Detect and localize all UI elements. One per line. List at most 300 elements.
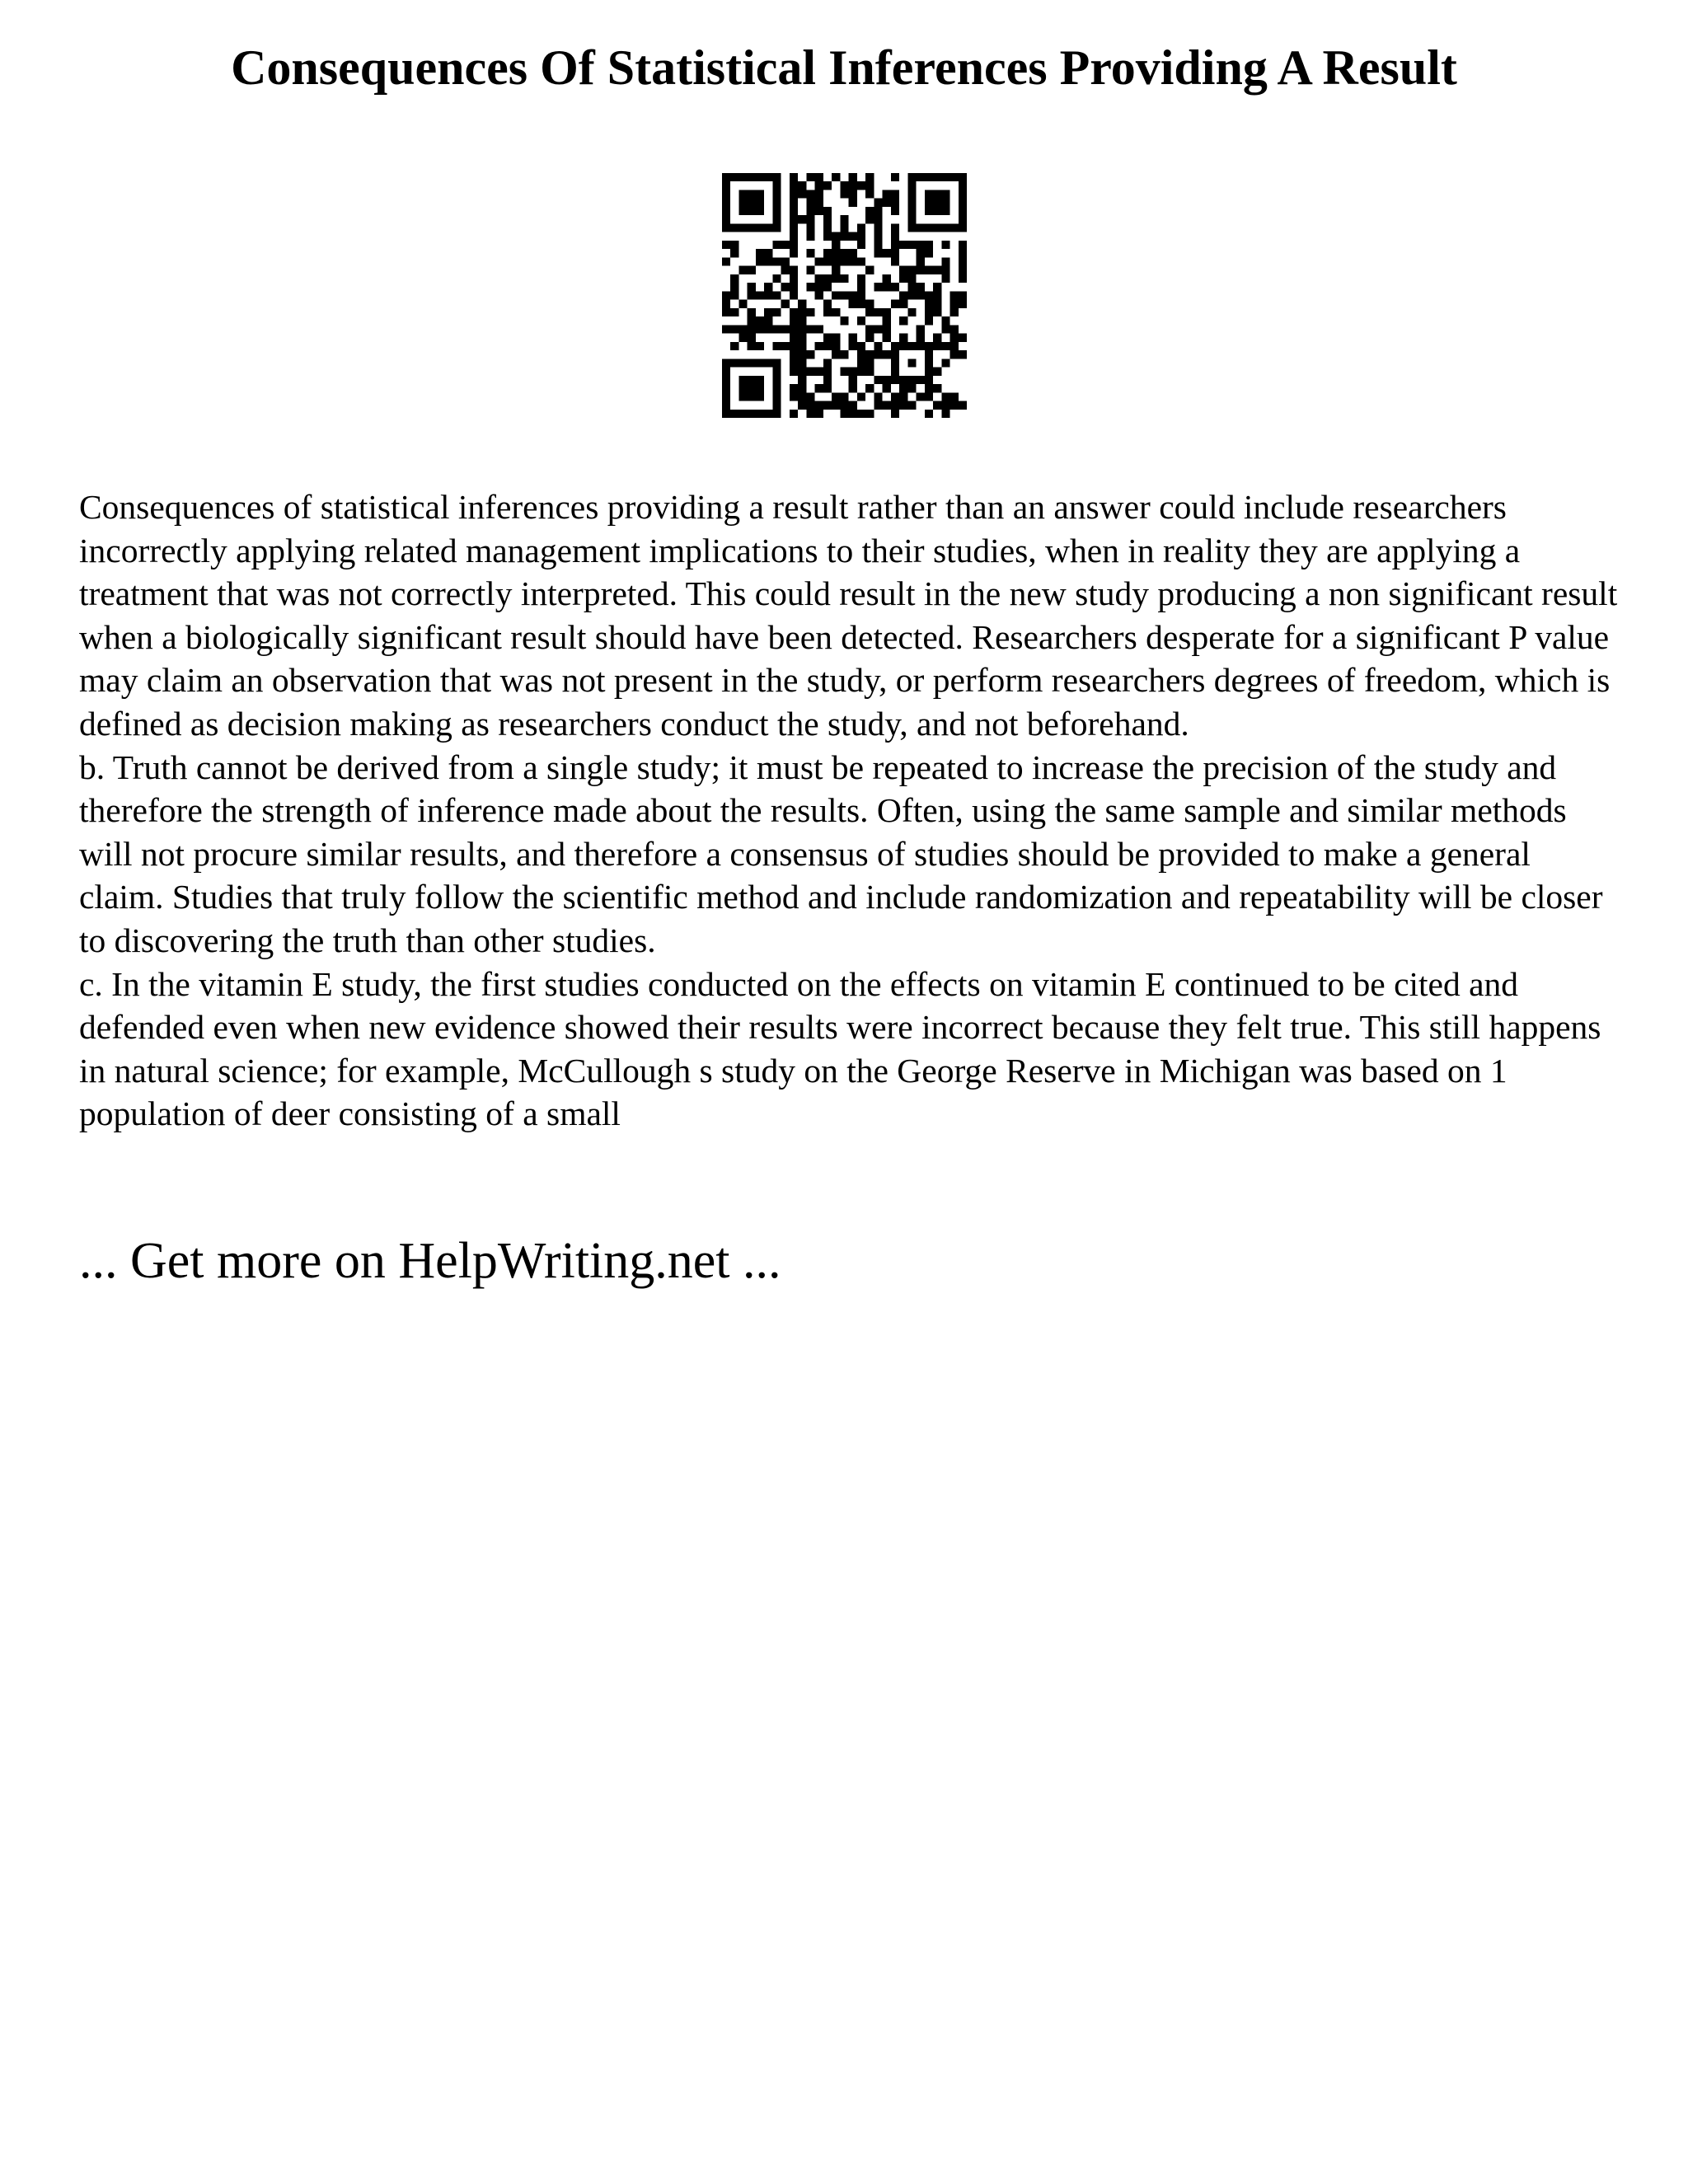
qr-module (857, 241, 865, 249)
qr-module (917, 223, 925, 232)
qr-module (899, 266, 907, 274)
qr-module (748, 334, 756, 342)
qr-module (815, 257, 823, 265)
qr-module (857, 300, 865, 308)
qr-module (933, 190, 941, 198)
qr-module (950, 173, 959, 181)
qr-module (781, 266, 790, 274)
qr-module (959, 181, 967, 190)
qr-module (883, 190, 891, 198)
qr-module (874, 325, 882, 333)
qr-module (933, 368, 941, 376)
qr-module (738, 376, 747, 384)
qr-module (722, 308, 730, 316)
qr-module (865, 190, 874, 198)
qr-module (806, 401, 814, 410)
qr-module (756, 359, 764, 367)
qr-module (738, 190, 747, 198)
qr-module (874, 350, 882, 359)
qr-module (748, 266, 756, 274)
qr-module (832, 342, 840, 350)
qr-module (874, 392, 882, 401)
qr-module (857, 291, 865, 299)
qr-module (865, 181, 874, 190)
qr-module (883, 401, 891, 410)
qr-module (899, 241, 907, 249)
qr-module (798, 368, 806, 376)
qr-module (798, 392, 806, 401)
qr-module (823, 359, 832, 367)
qr-module (790, 359, 798, 367)
qr-module (738, 334, 747, 342)
qr-module (790, 325, 798, 333)
qr-module (925, 410, 933, 418)
qr-module (840, 181, 848, 190)
qr-module (959, 334, 967, 342)
qr-module (899, 334, 907, 342)
qr-module (865, 359, 874, 367)
qr-module (722, 199, 730, 207)
qr-module (950, 342, 959, 350)
qr-module (899, 274, 907, 283)
qr-module (857, 316, 865, 325)
qr-module (933, 266, 941, 274)
qr-module (772, 223, 781, 232)
qr-module (917, 249, 925, 257)
qr-module (806, 232, 814, 241)
qr-module (857, 368, 865, 376)
qr-module (823, 274, 832, 283)
qr-module (891, 350, 899, 359)
qr-module (925, 384, 933, 392)
qr-module (730, 308, 738, 316)
qr-module (806, 199, 814, 207)
qr-module (874, 401, 882, 410)
qr-module (806, 410, 814, 418)
qr-module (849, 232, 857, 241)
qr-module (874, 223, 882, 232)
qr-module (832, 308, 840, 316)
qr-module (722, 401, 730, 410)
qr-module (730, 325, 738, 333)
qr-module (730, 173, 738, 181)
qr-module (883, 283, 891, 291)
qr-module (790, 334, 798, 342)
qr-module (959, 199, 967, 207)
qr-module (925, 173, 933, 181)
qr-module (781, 300, 790, 308)
qr-module (790, 241, 798, 249)
qr-module (917, 376, 925, 384)
qr-module (815, 342, 823, 350)
qr-module (790, 283, 798, 291)
qr-module (764, 283, 772, 291)
qr-module (941, 207, 950, 215)
qr-module (865, 308, 874, 316)
qr-module (722, 376, 730, 384)
qr-module (772, 241, 781, 249)
qr-module (941, 342, 950, 350)
qr-module (874, 241, 882, 249)
qr-module (772, 173, 781, 181)
qr-module (748, 223, 756, 232)
qr-module (933, 300, 941, 308)
qr-module (823, 223, 832, 232)
qr-module (790, 223, 798, 232)
qr-module (891, 283, 899, 291)
qr-module (849, 410, 857, 418)
qr-module (849, 384, 857, 392)
qr-module (883, 316, 891, 325)
qr-module (907, 223, 916, 232)
qr-module (772, 308, 781, 316)
qr-module (917, 241, 925, 249)
qr-module (832, 392, 840, 401)
qr-module (874, 283, 882, 291)
qr-module (823, 342, 832, 350)
qr-module (832, 173, 840, 181)
qr-module (790, 199, 798, 207)
qr-module (756, 376, 764, 384)
qr-module (798, 325, 806, 333)
qr-module (865, 368, 874, 376)
qr-module (772, 392, 781, 401)
qr-module (790, 316, 798, 325)
qr-module (883, 376, 891, 384)
qr-module (865, 266, 874, 274)
qr-module (738, 359, 747, 367)
qr-module (790, 274, 798, 283)
qr-module (798, 384, 806, 392)
qr-module (925, 207, 933, 215)
qr-module (722, 410, 730, 418)
qr-module (815, 181, 823, 190)
qr-module (815, 410, 823, 418)
qr-module (917, 266, 925, 274)
qr-code-icon (722, 173, 967, 418)
qr-module (933, 342, 941, 350)
qr-module (823, 232, 832, 241)
qr-module (891, 232, 899, 241)
qr-module (950, 291, 959, 299)
qr-module (925, 199, 933, 207)
qr-module (823, 384, 832, 392)
qr-module (907, 274, 916, 283)
qr-module (925, 223, 933, 232)
qr-module (815, 325, 823, 333)
qr-module (891, 249, 899, 257)
qr-module (738, 410, 747, 418)
qr-module (781, 257, 790, 265)
qr-module (790, 173, 798, 181)
qr-module (756, 316, 764, 325)
qr-module (925, 359, 933, 367)
qr-module (849, 342, 857, 350)
qr-module (772, 342, 781, 350)
qr-module (790, 249, 798, 257)
qr-module (832, 274, 840, 283)
qr-module (941, 401, 950, 410)
qr-module (748, 359, 756, 367)
qr-module (925, 190, 933, 198)
qr-module (941, 241, 950, 249)
qr-module (933, 384, 941, 392)
qr-module (840, 274, 848, 283)
qr-module (764, 223, 772, 232)
qr-module (748, 376, 756, 384)
qr-module (806, 223, 814, 232)
qr-module (941, 190, 950, 198)
qr-module (790, 410, 798, 418)
qr-module (849, 368, 857, 376)
qr-module (764, 410, 772, 418)
qr-module (907, 199, 916, 207)
qr-module (883, 325, 891, 333)
qr-module (941, 199, 950, 207)
qr-module (849, 173, 857, 181)
qr-module (874, 376, 882, 384)
qr-module (722, 190, 730, 198)
qr-module (840, 215, 848, 223)
qr-module (748, 283, 756, 291)
qr-module (865, 300, 874, 308)
qr-module (849, 334, 857, 342)
qr-module (857, 342, 865, 350)
qr-module (959, 291, 967, 299)
qr-module (781, 241, 790, 249)
qr-module (764, 308, 772, 316)
qr-module (891, 359, 899, 367)
qr-module (798, 181, 806, 190)
qr-module (925, 368, 933, 376)
qr-module (865, 325, 874, 333)
qr-module (806, 325, 814, 333)
qr-module (933, 199, 941, 207)
qr-module (959, 401, 967, 410)
qr-module (840, 223, 848, 232)
qr-module (823, 376, 832, 384)
qr-module (899, 384, 907, 392)
qr-module (959, 274, 967, 283)
qr-module (883, 384, 891, 392)
qr-module (738, 300, 747, 308)
qr-module (806, 308, 814, 316)
body-text (79, 485, 1620, 1136)
qr-module (772, 359, 781, 367)
paragraph-b: b. Truth cannot be derived from a single study; it must be repeated to increase the precision of the study and therefore the strength of inference made about the results. Often, using the same sample and similar methods will not procure similar results, and therefore a consensus of studies should be provided to make a general claim. Studies that truly follow the scientific method and include randomization and repeatability will be closer to discovering the truth than other studies. (79, 748, 1603, 959)
qr-module (748, 316, 756, 325)
qr-module (772, 376, 781, 384)
qr-module (738, 325, 747, 333)
qr-module (772, 199, 781, 207)
qr-module (917, 291, 925, 299)
qr-module (849, 257, 857, 265)
qr-module (730, 410, 738, 418)
qr-module (722, 325, 730, 333)
qr-module (865, 410, 874, 418)
qr-module (941, 257, 950, 265)
footer-link[interactable]: ... Get more on HelpWriting.net ... (79, 1233, 781, 1289)
qr-module (823, 308, 832, 316)
qr-module (891, 368, 899, 376)
qr-module (899, 342, 907, 350)
page-title: Consequences Of Statistical Inferences Providing A Result (231, 40, 1457, 95)
qr-module (865, 173, 874, 181)
qr-module (891, 342, 899, 350)
qr-module (950, 334, 959, 342)
qr-module (941, 274, 950, 283)
qr-module (756, 173, 764, 181)
qr-module (925, 249, 933, 257)
qr-module (840, 401, 848, 410)
qr-module (748, 308, 756, 316)
qr-module (950, 392, 959, 401)
qr-module (798, 308, 806, 316)
qr-module (722, 207, 730, 215)
qr-module (815, 283, 823, 291)
qr-module (772, 291, 781, 299)
qr-module (840, 392, 848, 401)
qr-module (917, 257, 925, 265)
qr-module (857, 274, 865, 283)
qr-module (738, 392, 747, 401)
qr-module (806, 173, 814, 181)
qr-module (857, 257, 865, 265)
qr-module (772, 181, 781, 190)
qr-module (815, 291, 823, 299)
qr-module (883, 274, 891, 283)
qr-module (722, 384, 730, 392)
qr-module (798, 215, 806, 223)
qr-module (832, 350, 840, 359)
qr-module (832, 241, 840, 249)
qr-module (722, 291, 730, 299)
qr-module (756, 410, 764, 418)
qr-module (874, 232, 882, 241)
qr-module (891, 241, 899, 249)
qr-module (933, 283, 941, 291)
qr-module (722, 368, 730, 376)
qr-module (832, 334, 840, 342)
qr-module (950, 350, 959, 359)
qr-module (730, 359, 738, 367)
qr-module (933, 401, 941, 410)
qr-module (857, 392, 865, 401)
qr-module (772, 190, 781, 198)
qr-module (832, 401, 840, 410)
qr-module (907, 283, 916, 291)
paragraph-intro: Consequences of statistical inferences providing a result rather than an answer could include researchers incorrectly applying related management implications to their studies, when in reality they are applying a treatment that was not correctly interpreted. This could result in the new study producing a non significant result when a biologically significant result should have been detected. Researchers desperate for a significant P value may claim an observation that was not present in the study, or perform researchers degrees of freedom, which is defined as decision making as researchers conduct the study, and not beforehand. (79, 488, 1618, 743)
qr-module (840, 249, 848, 257)
qr-module (941, 410, 950, 418)
qr-module (815, 274, 823, 283)
qr-module (883, 334, 891, 342)
qr-module (874, 308, 882, 316)
qr-module (959, 300, 967, 308)
qr-module (722, 181, 730, 190)
qr-module (790, 207, 798, 215)
qr-module (748, 173, 756, 181)
qr-module (823, 283, 832, 291)
qr-module (823, 207, 832, 215)
qr-module (933, 173, 941, 181)
qr-module (959, 266, 967, 274)
qr-module (849, 376, 857, 384)
qr-module (798, 342, 806, 350)
qr-module (823, 215, 832, 223)
qr-module (883, 249, 891, 257)
qr-module (874, 215, 882, 223)
qr-module (941, 392, 950, 401)
qr-module (806, 283, 814, 291)
qr-module (907, 241, 916, 249)
qr-module (806, 190, 814, 198)
qr-module (790, 215, 798, 223)
qr-module (722, 300, 730, 308)
qr-module (840, 410, 848, 418)
qr-module (891, 190, 899, 198)
qr-module (933, 223, 941, 232)
qr-module (764, 291, 772, 299)
qr-module (764, 316, 772, 325)
qr-module (925, 291, 933, 299)
qr-module (722, 241, 730, 249)
qr-module (907, 266, 916, 274)
qr-module (781, 325, 790, 333)
qr-module (722, 173, 730, 181)
qr-module (806, 368, 814, 376)
qr-module (857, 283, 865, 291)
qr-module (790, 291, 798, 299)
qr-module (907, 342, 916, 350)
qr-module (950, 325, 959, 333)
qr-module (790, 368, 798, 376)
qr-module (891, 392, 899, 401)
qr-module (798, 376, 806, 384)
qr-module (748, 392, 756, 401)
qr-module (772, 215, 781, 223)
qr-module (865, 350, 874, 359)
qr-module (941, 266, 950, 274)
qr-code-graphic (722, 173, 967, 418)
qr-module (764, 257, 772, 265)
qr-module (891, 257, 899, 265)
qr-module (772, 207, 781, 215)
qr-module (857, 181, 865, 190)
qr-module (756, 199, 764, 207)
qr-module (756, 190, 764, 198)
qr-module (950, 401, 959, 410)
qr-module (790, 384, 798, 392)
qr-module (722, 359, 730, 367)
qr-module (756, 342, 764, 350)
qr-module (840, 232, 848, 241)
qr-module (925, 266, 933, 274)
qr-module (933, 308, 941, 316)
qr-module (849, 401, 857, 410)
qr-module (899, 376, 907, 384)
qr-module (730, 342, 738, 350)
qr-module (815, 368, 823, 376)
qr-module (874, 342, 882, 350)
qr-module (925, 342, 933, 350)
qr-module (738, 199, 747, 207)
qr-module (849, 249, 857, 257)
qr-module (959, 249, 967, 257)
qr-module (790, 308, 798, 316)
qr-module (899, 300, 907, 308)
qr-module (874, 199, 882, 207)
